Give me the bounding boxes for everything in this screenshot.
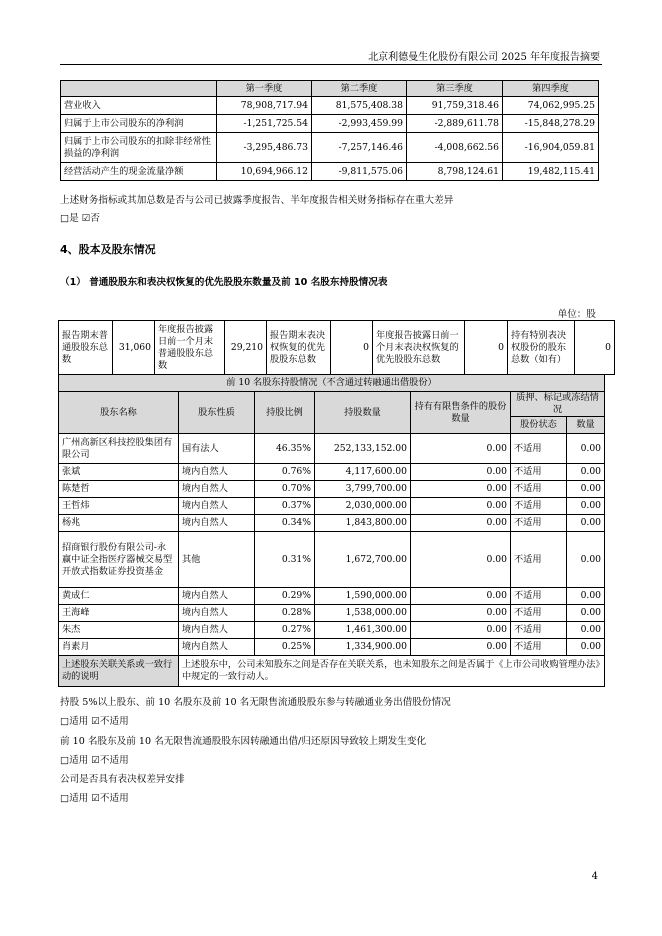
cell-value: 91,759,318.46 bbox=[407, 97, 503, 115]
shareholder-ratio: 46.35% bbox=[255, 434, 315, 464]
shareholder-amount: 0.00 bbox=[567, 639, 605, 656]
shareholder-name: 招商银行股份有限公司-永赢中证全指医疗器械交易型开放式指数证券投资基金 bbox=[59, 532, 179, 588]
shareholder-status: 不适用 bbox=[511, 605, 567, 622]
shareholder-status: 不适用 bbox=[511, 434, 567, 464]
row-label: 营业收入 bbox=[61, 97, 217, 115]
summary-value: 31,060 bbox=[113, 321, 155, 375]
cell-value: 78,908,717.94 bbox=[217, 97, 312, 115]
shareholder-restricted: 0.00 bbox=[411, 434, 511, 464]
cell-value: -9,811,575.06 bbox=[312, 163, 407, 181]
shareholder-ratio: 0.25% bbox=[255, 639, 315, 656]
header-ratio: 持股比例 bbox=[255, 392, 315, 434]
shareholder-restricted: 0.00 bbox=[411, 481, 511, 498]
note-lending-change: 前 10 名股东及前 10 名无限售流通股股东因转融通出借/归还原因导致较上期发生变化 bbox=[60, 736, 427, 747]
header-qty: 持股数量 bbox=[315, 392, 411, 434]
cell-value: -3,295,486.73 bbox=[217, 133, 312, 163]
shareholder-ratio: 0.29% bbox=[255, 588, 315, 605]
shareholder-nature: 其他 bbox=[179, 532, 255, 588]
table-row bbox=[59, 434, 605, 464]
table-row bbox=[59, 588, 605, 605]
shareholder-amount: 0.00 bbox=[567, 464, 605, 481]
page-number: 4 bbox=[591, 871, 598, 882]
top10-title-row bbox=[59, 375, 605, 392]
summary-label: 年度报告披露日前一个月末表决权恢复的优先股股东总数 bbox=[373, 321, 465, 375]
summary-value: 0 bbox=[575, 321, 615, 375]
shareholder-ratio: 0.76% bbox=[255, 464, 315, 481]
shareholder-name: 黄成仁 bbox=[59, 588, 179, 605]
quarterly-note: 上述财务指标或其加总数是否与公司已披露季度报告、半年度报告相关财务指标存在重大差异 bbox=[60, 195, 454, 206]
shareholder-nature: 境内自然人 bbox=[179, 464, 255, 481]
shareholder-restricted: 0.00 bbox=[411, 605, 511, 622]
table-row bbox=[59, 622, 605, 639]
shareholder-name: 张斌 bbox=[59, 464, 179, 481]
shareholder-ratio: 0.37% bbox=[255, 498, 315, 515]
shareholder-nature: 境内自然人 bbox=[179, 639, 255, 656]
shareholder-amount: 0.00 bbox=[567, 498, 605, 515]
header-restricted: 持有有限售条件的股份数量 bbox=[411, 392, 511, 434]
shareholder-qty: 4,117,600.00 bbox=[315, 464, 411, 481]
table-row bbox=[59, 639, 605, 656]
shareholder-qty: 3,799,700.00 bbox=[315, 481, 411, 498]
row-net-profit-deducted bbox=[61, 133, 599, 163]
shareholder-amount: 0.00 bbox=[567, 481, 605, 498]
shareholder-nature: 境内自然人 bbox=[179, 498, 255, 515]
note-choice: □适用 ☑不适用 bbox=[60, 755, 129, 766]
summary-label: 持有特别表决权股份的股东总数（如有） bbox=[508, 321, 575, 375]
summary-label: 报告期末表决权恢复的优先股股东总数 bbox=[267, 321, 331, 375]
shareholder-qty: 1,538,000.00 bbox=[315, 605, 411, 622]
cell-value: -16,904,059.81 bbox=[503, 133, 599, 163]
quarterly-corner bbox=[61, 81, 217, 97]
shareholder-status: 不适用 bbox=[511, 622, 567, 639]
cell-value: -2,993,459.99 bbox=[312, 115, 407, 133]
row-label: 归属于上市公司股东的扣除非经常性损益的净利润 bbox=[61, 133, 217, 163]
header-amount: 数量 bbox=[567, 417, 605, 434]
header-rule bbox=[60, 64, 602, 65]
shareholder-qty: 1,590,000.00 bbox=[315, 588, 411, 605]
shareholder-status: 不适用 bbox=[511, 515, 567, 532]
shareholder-status: 不适用 bbox=[511, 498, 567, 515]
shareholder-status: 不适用 bbox=[511, 588, 567, 605]
unit-label: 单位：股 bbox=[557, 309, 596, 320]
col-q3: 第三季度 bbox=[407, 81, 503, 97]
cell-value: 81,575,408.38 bbox=[312, 97, 407, 115]
summary-value: 0 bbox=[331, 321, 373, 375]
note-choice: □适用 ☑不适用 bbox=[60, 793, 129, 804]
shareholder-qty: 252,133,152.00 bbox=[315, 434, 411, 464]
cell-value: 8,798,124.61 bbox=[407, 163, 503, 181]
shareholder-nature: 境内自然人 bbox=[179, 622, 255, 639]
shareholder-amount: 0.00 bbox=[567, 515, 605, 532]
shareholder-amount: 0.00 bbox=[567, 605, 605, 622]
shareholder-restricted: 0.00 bbox=[411, 622, 511, 639]
header-name: 股东名称 bbox=[59, 392, 179, 434]
row-cash-flow bbox=[61, 163, 599, 181]
related-party-text: 上述股东中，公司未知股东之间是否存在关联关系，也未知股东之间是否属于《上市公司收购管理办法》中规定的一致行动人。 bbox=[179, 656, 605, 687]
shareholder-nature: 国有法人 bbox=[179, 434, 255, 464]
shareholder-restricted: 0.00 bbox=[411, 498, 511, 515]
top10-shareholders-table bbox=[58, 374, 605, 687]
table-row bbox=[59, 532, 605, 588]
shareholder-name: 陈楚哲 bbox=[59, 481, 179, 498]
shareholder-name: 肖素月 bbox=[59, 639, 179, 656]
note-securities-lending: 持股 5%以上股东、前 10 名股东及前 10 名无限售流通股股东参与转融通业务出借股份情况 bbox=[60, 697, 451, 708]
shareholder-restricted: 0.00 bbox=[411, 532, 511, 588]
shareholder-amount: 0.00 bbox=[567, 622, 605, 639]
cell-value: 19,482,115.41 bbox=[503, 163, 599, 181]
cell-value: -2,889,611.78 bbox=[407, 115, 503, 133]
cell-value: -15,848,278.29 bbox=[503, 115, 599, 133]
col-q1: 第一季度 bbox=[217, 81, 312, 97]
related-party-row bbox=[59, 656, 605, 687]
shareholder-name: 广州高新区科技控股集团有限公司 bbox=[59, 434, 179, 464]
section-4-title: 4、股本及股东情况 bbox=[60, 243, 156, 256]
cell-value: -4,008,662.56 bbox=[407, 133, 503, 163]
cell-value: 74,062,995.25 bbox=[503, 97, 599, 115]
header-pledge: 质押、标记或冻结情况 bbox=[511, 392, 605, 417]
summary-label: 报告期末普通股股东总数 bbox=[59, 321, 113, 375]
row-label: 归属于上市公司股东的净利润 bbox=[61, 115, 217, 133]
table-row bbox=[59, 498, 605, 515]
shareholder-ratio: 0.70% bbox=[255, 481, 315, 498]
shareholder-restricted: 0.00 bbox=[411, 515, 511, 532]
shareholder-name: 杨兆 bbox=[59, 515, 179, 532]
summary-row bbox=[59, 321, 615, 375]
related-party-label: 上述股东关联关系或一致行动的说明 bbox=[59, 656, 179, 687]
table-row bbox=[59, 464, 605, 481]
subsection-1-title: （1） 普通股股东和表决权恢复的优先股股东数量及前 10 名股东持股情况表 bbox=[60, 277, 388, 288]
shareholder-ratio: 0.31% bbox=[255, 532, 315, 588]
shareholder-name: 朱杰 bbox=[59, 622, 179, 639]
header-status: 股份状态 bbox=[511, 417, 567, 434]
shareholder-restricted: 0.00 bbox=[411, 464, 511, 481]
shareholder-ratio: 0.34% bbox=[255, 515, 315, 532]
shareholder-ratio: 0.27% bbox=[255, 622, 315, 639]
shareholder-nature: 境内自然人 bbox=[179, 515, 255, 532]
shareholder-name: 王海峰 bbox=[59, 605, 179, 622]
quarterly-header-row bbox=[61, 81, 599, 97]
shareholder-status: 不适用 bbox=[511, 481, 567, 498]
top10-header-row-1 bbox=[59, 392, 605, 417]
shareholder-qty: 1,843,800.00 bbox=[315, 515, 411, 532]
shareholder-summary-table bbox=[58, 320, 615, 375]
shareholder-amount: 0.00 bbox=[567, 434, 605, 464]
shareholder-qty: 1,461,300.00 bbox=[315, 622, 411, 639]
shareholder-qty: 1,672,700.00 bbox=[315, 532, 411, 588]
row-revenue bbox=[61, 97, 599, 115]
shareholder-status: 不适用 bbox=[511, 464, 567, 481]
shareholder-status: 不适用 bbox=[511, 639, 567, 656]
top10-title: 前 10 名股东持股情况（不含通过转融通出借股份） bbox=[59, 375, 605, 392]
shareholder-nature: 境内自然人 bbox=[179, 588, 255, 605]
table-row bbox=[59, 605, 605, 622]
summary-label: 年度报告披露日前一个月末普通股股东总数 bbox=[155, 321, 225, 375]
cell-value: -1,251,725.54 bbox=[217, 115, 312, 133]
note-choice: □适用 ☑不适用 bbox=[60, 716, 129, 727]
cell-value: -7,257,146.46 bbox=[312, 133, 407, 163]
shareholder-nature: 境内自然人 bbox=[179, 605, 255, 622]
shareholder-amount: 0.00 bbox=[567, 588, 605, 605]
note-voting-rights: 公司是否具有表决权差异安排 bbox=[60, 774, 185, 785]
summary-value: 0 bbox=[465, 321, 508, 375]
shareholder-amount: 0.00 bbox=[567, 532, 605, 588]
shareholder-name: 王哲炜 bbox=[59, 498, 179, 515]
quarterly-table bbox=[60, 80, 599, 181]
table-row bbox=[59, 481, 605, 498]
shareholder-qty: 2,030,000.00 bbox=[315, 498, 411, 515]
header-nature: 股东性质 bbox=[179, 392, 255, 434]
shareholder-ratio: 0.28% bbox=[255, 605, 315, 622]
col-q2: 第二季度 bbox=[312, 81, 407, 97]
shareholder-qty: 1,334,900.00 bbox=[315, 639, 411, 656]
shareholder-restricted: 0.00 bbox=[411, 588, 511, 605]
row-net-profit bbox=[61, 115, 599, 133]
report-header: 北京利德曼生化股份有限公司 2025 年年度报告摘要 bbox=[368, 52, 600, 63]
quarterly-choice: □是 ☑否 bbox=[60, 213, 100, 224]
shareholder-restricted: 0.00 bbox=[411, 639, 511, 656]
table-row bbox=[59, 515, 605, 532]
row-label: 经营活动产生的现金流量净额 bbox=[61, 163, 217, 181]
col-q4: 第四季度 bbox=[503, 81, 599, 97]
summary-value: 29,210 bbox=[225, 321, 267, 375]
shareholder-status: 不适用 bbox=[511, 532, 567, 588]
shareholder-nature: 境内自然人 bbox=[179, 481, 255, 498]
cell-value: 10,694,966.12 bbox=[217, 163, 312, 181]
